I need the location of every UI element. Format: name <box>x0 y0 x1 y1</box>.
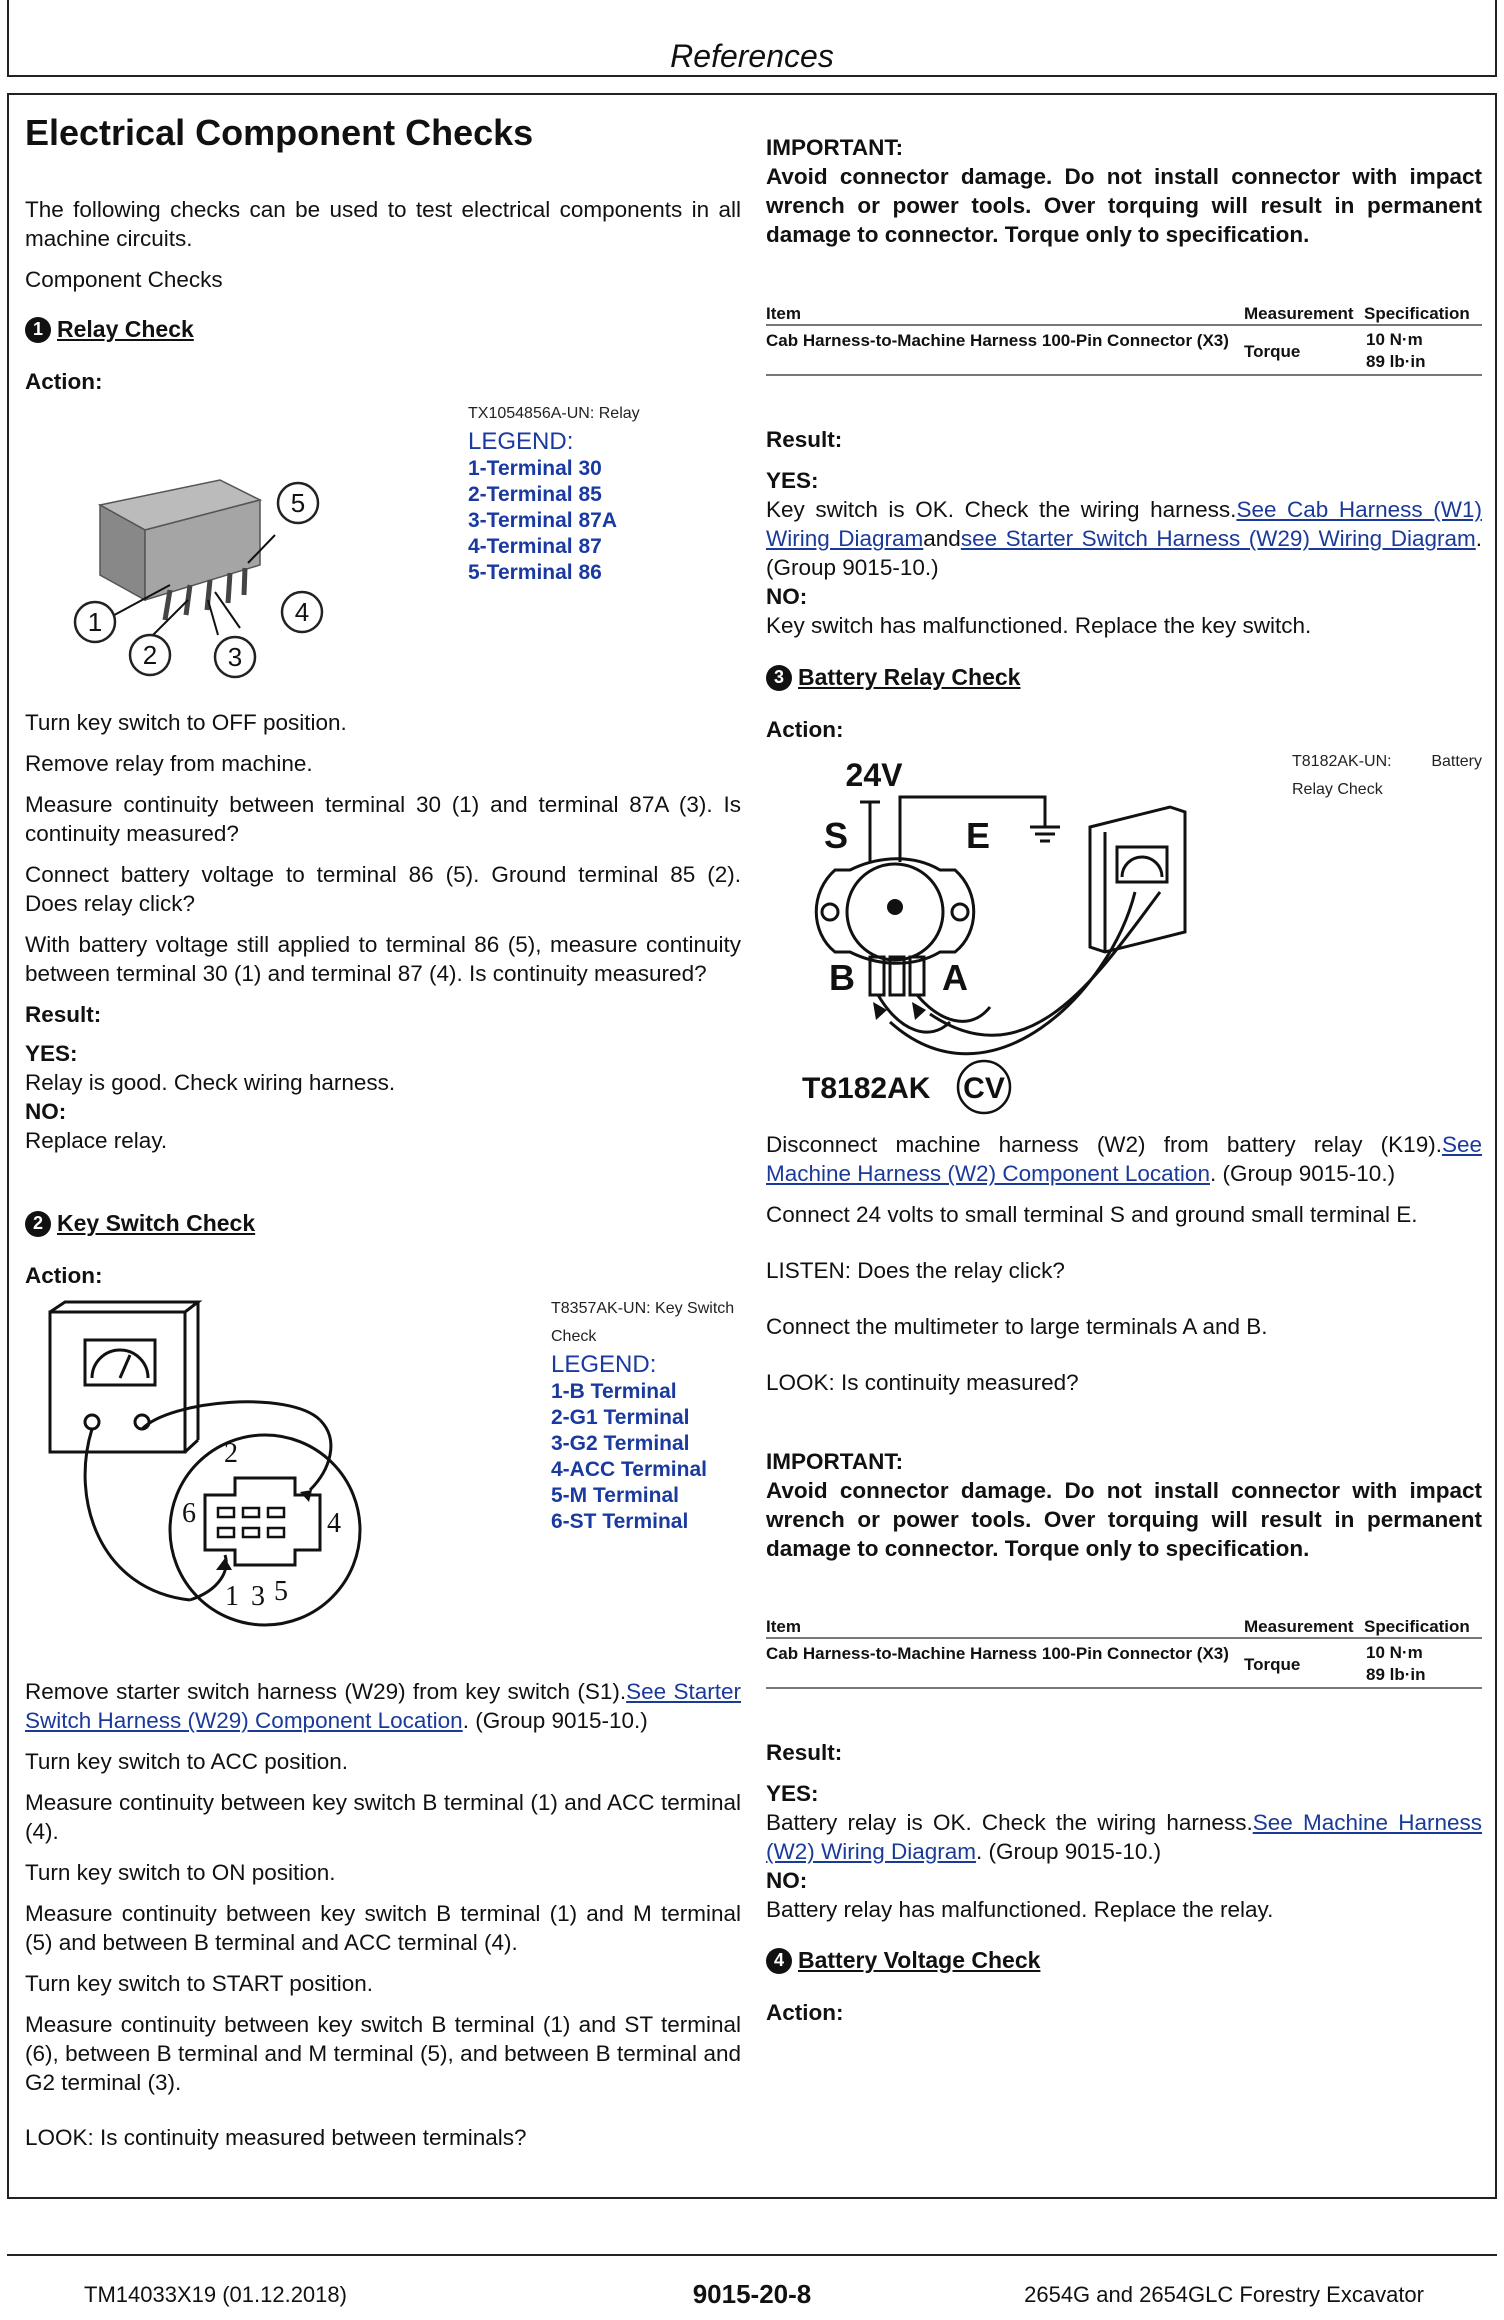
no-label: NO: <box>766 1868 808 1893</box>
page-title: Electrical Component Checks <box>25 112 534 153</box>
step-text: Measure continuity between key switch B terminal (1) and M terminal (5) and between B terminal and ACC terminal (4). <box>25 1901 741 1955</box>
callout-1: 1 <box>225 1581 239 1612</box>
relay-legend <box>468 400 640 586</box>
component-location-link[interactable]: See Starter Switch Harness (W29) Component Location <box>25 1679 741 1733</box>
wiring-diagram-link[interactable]: see Starter Switch Harness (W29) Wiring Diagram <box>960 526 1476 551</box>
section-title: Battery Relay Check <box>798 664 1021 690</box>
table-header: Specification <box>1364 304 1470 323</box>
table-header: Measurement <box>1244 304 1354 323</box>
table-cell-spec: 89 lb·in <box>1366 352 1426 371</box>
battery-relay-caption <box>1292 748 1482 804</box>
legend-title: LEGEND: <box>468 428 574 455</box>
legend-item: 5-M Terminal <box>551 1484 679 1507</box>
legend-item: 1-Terminal 30 <box>468 457 602 480</box>
voltage-label: 24V <box>845 757 903 793</box>
section-title: Battery Voltage Check <box>798 1947 1041 1973</box>
callout-1: 1 <box>87 607 103 637</box>
battery-voltage-check-heading[interactable] <box>766 1947 1040 1974</box>
figure-caption: TX1054856A-UN: Relay <box>468 405 640 422</box>
figure-cv-mark: CV <box>963 1072 1005 1105</box>
step-text: Turn key switch to ON position. <box>25 1860 336 1885</box>
key-switch-figure <box>30 1300 450 1630</box>
table-cell-measurement: Torque <box>1244 1655 1301 1674</box>
important-label: IMPORTANT: <box>766 135 904 160</box>
step-text: With battery voltage still applied to terminal 86 (5), measure continuity between terminal 30 (1) and terminal 87 (4). Is continuity measured? <box>25 932 741 986</box>
step-text: LOOK: Is continuity measured between terminals? <box>25 2125 527 2150</box>
intro-text: The following checks can be used to test electrical components in all machine circuits. <box>25 197 741 251</box>
important-text: Avoid connector damage. Do not install connector with impact wrench or power tools. Over torquing will result in permanent damage to connector. Torque only to specification. <box>766 1478 1482 1561</box>
important-text: Avoid connector damage. Do not install connector with impact wrench or power tools. Over torquing will result in permanent damage to connector. Torque only to specification. <box>766 164 1482 247</box>
battery-relay-check-heading[interactable] <box>766 664 1020 691</box>
figure-caption: T8357AK-UN: Key Switch <box>551 1300 735 1317</box>
torque-table-1 <box>766 304 1482 376</box>
figure-code: T8182AK <box>802 1072 931 1105</box>
step-text: Measure continuity between key switch B terminal (1) and ST terminal (6), between B terminal and M terminal (5), and between B terminal and G2 terminal (3). <box>25 2012 741 2095</box>
step-number-icon: 1 <box>25 317 51 343</box>
legend-item: 6-ST Terminal <box>551 1510 689 1533</box>
callout-3: 3 <box>251 1581 265 1612</box>
legend-item: 2-G1 Terminal <box>551 1406 690 1429</box>
important-notice-2 <box>766 1447 1482 1563</box>
legend-title: LEGEND: <box>551 1351 657 1378</box>
figure-caption: Relay Check <box>1292 781 1383 798</box>
step-text: LISTEN: Does the relay click? <box>766 1258 1065 1283</box>
yes-label: YES: <box>25 1041 78 1066</box>
footer-machine-name: 2654G and 2654GLC Forestry Excavator <box>1024 2282 1424 2307</box>
no-text: Replace relay. <box>25 1128 168 1153</box>
legend-item: 1-B Terminal <box>551 1380 677 1403</box>
key-switch-check-heading[interactable] <box>25 1210 255 1237</box>
figure-caption: T8182AK-UN: <box>1292 753 1392 770</box>
no-text: Battery relay has malfunctioned. Replace the relay. <box>766 1897 1274 1922</box>
callout-2: 2 <box>142 640 158 670</box>
yes-label: YES: <box>766 468 819 493</box>
step-text: Remove starter switch harness (W29) from key switch (S1).See Starter Switch Harness (W29) Component Location. (Group 9015-10.) <box>25 1679 741 1733</box>
relay-figure <box>60 460 350 690</box>
step-text: Measure continuity between key switch B terminal (1) and ACC terminal (4). <box>25 1790 741 1844</box>
result-label: Result: <box>25 1002 102 1027</box>
component-checks-label: Component Checks <box>25 267 223 292</box>
figure-caption: Check <box>551 1328 597 1345</box>
table-cell-spec: 89 lb·in <box>1366 1665 1426 1684</box>
yes-text: Relay is good. Check wiring harness. <box>25 1070 396 1095</box>
step-number-icon: 4 <box>766 1948 792 1974</box>
step-text: Turn key switch to ACC position. <box>25 1749 349 1774</box>
step-text: Turn key switch to START position. <box>25 1971 374 1996</box>
legend-item: 4-ACC Terminal <box>551 1458 707 1481</box>
callout-6: 6 <box>182 1498 196 1529</box>
no-label: NO: <box>25 1099 67 1124</box>
footer-page-number: 9015-20-8 <box>692 2279 812 2309</box>
yes-text: Key switch is OK. Check the wiring harness.See Cab Harness (W1) Wiring Diagramandsee Starter Switch Harness (W29) Wiring Diagram. (Group 9015-10.) <box>766 497 1482 580</box>
step-text: Measure continuity between terminal 30 (1) and terminal 87A (3). Is continuity measured? <box>25 792 741 846</box>
figure-caption: Battery <box>1431 753 1482 770</box>
footer-manual-id: TM14033X19 (01.12.2018) <box>84 2282 347 2307</box>
table-header: Measurement <box>1244 1617 1354 1636</box>
footer-rule <box>7 2254 1497 2256</box>
table-cell-measurement: Torque <box>1244 342 1301 361</box>
torque-table-2 <box>766 1617 1482 1689</box>
callout-4: 4 <box>294 597 310 627</box>
legend-item: 2-Terminal 85 <box>468 483 602 506</box>
terminal-e-label: E <box>965 815 991 856</box>
table-header: Item <box>766 1617 801 1636</box>
step-text: Disconnect machine harness (W2) from battery relay (K19).See Machine Harness (W2) Component Location. (Group 9015-10.) <box>766 1132 1482 1186</box>
important-label: IMPORTANT: <box>766 1449 904 1474</box>
step-number-icon: 2 <box>25 1211 51 1237</box>
no-text: Key switch has malfunctioned. Replace the key switch. <box>766 613 1312 638</box>
legend-item: 3-Terminal 87A <box>468 509 617 532</box>
callout-4: 4 <box>327 1508 341 1539</box>
action-label: Action: <box>766 2000 844 2025</box>
terminal-s-label: S <box>823 815 849 856</box>
yes-label: YES: <box>766 1781 819 1806</box>
table-cell-item: Cab Harness-to-Machine Harness 100-Pin Connector (X3) <box>766 1644 1229 1663</box>
callout-3: 3 <box>227 642 243 672</box>
terminal-a-label: A <box>942 957 968 998</box>
component-location-link[interactable]: See Machine Harness (W2) Component Location <box>766 1132 1482 1186</box>
relay-check-heading[interactable] <box>25 316 194 343</box>
legend-item: 4-Terminal 87 <box>468 535 602 558</box>
wiring-diagram-link[interactable]: See Machine Harness (W2) Wiring Diagram <box>766 1810 1482 1864</box>
step-text: Connect the multimeter to large terminals A and B. <box>766 1314 1268 1339</box>
section-title: Relay Check <box>57 316 194 342</box>
callout-5: 5 <box>290 488 306 518</box>
important-notice-1 <box>766 133 1482 249</box>
table-cell-item: Cab Harness-to-Machine Harness 100-Pin Connector (X3) <box>766 331 1229 350</box>
page-header-title: References <box>670 38 834 74</box>
table-cell-spec: 10 N·m <box>1366 1643 1423 1662</box>
terminal-b-label: B <box>829 957 855 998</box>
yes-text: Battery relay is OK. Check the wiring harness.See Machine Harness (W2) Wiring Diagram. (Group 9015-10.) <box>766 1810 1482 1864</box>
step-text: Connect battery voltage to terminal 86 (5). Ground terminal 85 (2). Does relay click? <box>25 862 741 916</box>
callout-2: 2 <box>224 1438 238 1469</box>
action-label: Action: <box>25 1263 103 1288</box>
step-text: Remove relay from machine. <box>25 751 313 776</box>
step-text: Connect 24 volts to small terminal S and ground small terminal E. <box>766 1202 1418 1227</box>
table-header: Specification <box>1364 1617 1470 1636</box>
no-label: NO: <box>766 584 808 609</box>
battery-relay-figure <box>790 752 1210 1122</box>
result-label: Result: <box>766 427 843 452</box>
callout-5: 5 <box>274 1576 288 1607</box>
step-number-icon: 3 <box>766 665 792 691</box>
action-label: Action: <box>25 369 103 394</box>
legend-item: 3-G2 Terminal <box>551 1432 690 1455</box>
legend-item: 5-Terminal 86 <box>468 561 602 584</box>
result-label: Result: <box>766 1740 843 1765</box>
section-title: Key Switch Check <box>57 1210 256 1236</box>
table-header: Item <box>766 304 801 323</box>
key-switch-legend <box>551 1295 734 1535</box>
wiring-diagram-link[interactable]: See Cab Harness (W1) Wiring Diagram <box>766 497 1482 551</box>
table-cell-spec: 10 N·m <box>1366 330 1423 349</box>
action-label: Action: <box>766 717 844 742</box>
step-text: Turn key switch to OFF position. <box>25 710 347 735</box>
step-text: LOOK: Is continuity measured? <box>766 1370 1079 1395</box>
